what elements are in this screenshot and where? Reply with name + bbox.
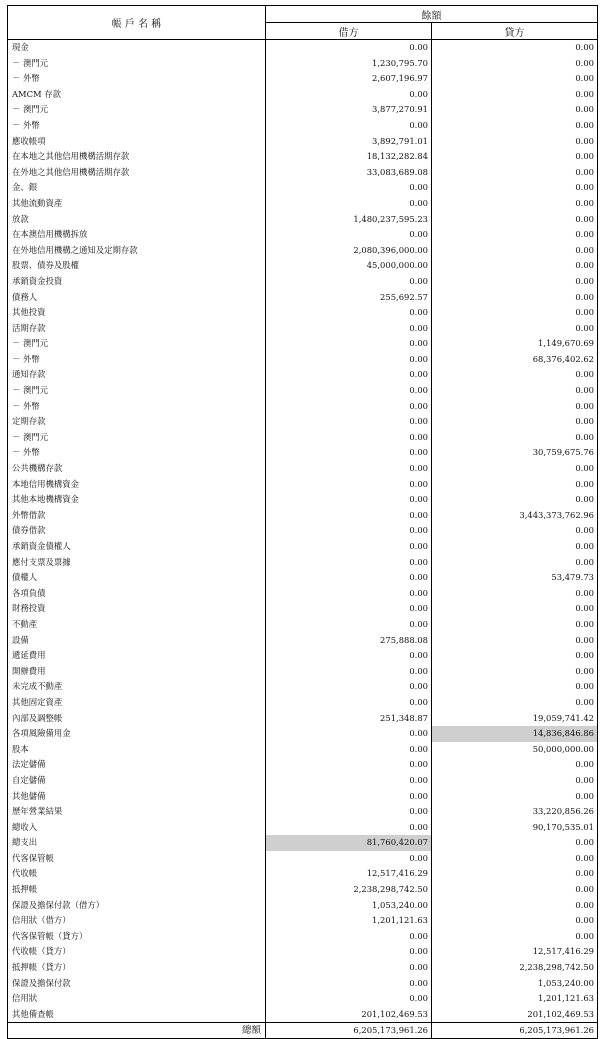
table-row bbox=[8, 648, 598, 664]
account-name: 股票、債券及股權 bbox=[8, 258, 266, 274]
account-name: － 外幣 bbox=[8, 71, 266, 87]
table-row bbox=[8, 898, 598, 914]
credit-value: 0.00 bbox=[432, 305, 598, 321]
debit-value: 2,607,196.97 bbox=[266, 71, 432, 87]
table-row bbox=[8, 913, 598, 929]
debit-value: 81,760,420.07 bbox=[266, 835, 432, 851]
debit-header: 借方 bbox=[266, 23, 432, 40]
account-name: 定期存款 bbox=[8, 414, 266, 430]
credit-value: 68,376,402.62 bbox=[432, 352, 598, 368]
debit-value: 18,132,282.84 bbox=[266, 149, 432, 165]
account-name: 財務投資 bbox=[8, 601, 266, 617]
credit-value: 0.00 bbox=[432, 789, 598, 805]
debit-value: 0.00 bbox=[266, 274, 432, 290]
credit-value: 0.00 bbox=[432, 523, 598, 539]
debit-value: 12,517,416.29 bbox=[266, 866, 432, 882]
account-name: 公共機構存款 bbox=[8, 461, 266, 477]
account-name-header: 帳 戶 名 稱 bbox=[8, 6, 266, 40]
table-row bbox=[8, 290, 598, 306]
account-name: 代收帳（貸方） bbox=[8, 944, 266, 960]
account-name: － 澳門元 bbox=[8, 102, 266, 118]
credit-value: 0.00 bbox=[432, 695, 598, 711]
credit-value: 0.00 bbox=[432, 383, 598, 399]
account-name: 抵押帳（貸方） bbox=[8, 960, 266, 976]
debit-value: 0.00 bbox=[266, 523, 432, 539]
table-row bbox=[8, 492, 598, 508]
table-row bbox=[8, 617, 598, 633]
account-name: 歷年營業結果 bbox=[8, 804, 266, 820]
table-row bbox=[8, 633, 598, 649]
table-row bbox=[8, 773, 598, 789]
credit-value: 14,836,846.86 bbox=[432, 726, 598, 742]
account-name: 債券借款 bbox=[8, 523, 266, 539]
balance-header: 餘額 bbox=[266, 6, 598, 23]
account-name: 代收帳 bbox=[8, 866, 266, 882]
table-row bbox=[8, 601, 598, 617]
account-name: 在本地之其他信用機構活期存款 bbox=[8, 149, 266, 165]
credit-value: 0.00 bbox=[432, 227, 598, 243]
table-row bbox=[8, 40, 598, 56]
credit-value: 1,149,670.69 bbox=[432, 336, 598, 352]
table-row bbox=[8, 757, 598, 773]
table-row bbox=[8, 134, 598, 150]
debit-value: 0.00 bbox=[266, 991, 432, 1007]
account-name: 本地信用機構資金 bbox=[8, 477, 266, 493]
credit-value: 0.00 bbox=[432, 414, 598, 430]
table-row bbox=[8, 212, 598, 228]
credit-value: 0.00 bbox=[432, 180, 598, 196]
debit-value: 0.00 bbox=[266, 461, 432, 477]
debit-value: 0.00 bbox=[266, 648, 432, 664]
credit-value: 0.00 bbox=[432, 679, 598, 695]
account-name: 代客保管帳（貸方） bbox=[8, 929, 266, 945]
credit-value: 0.00 bbox=[432, 586, 598, 602]
account-name: 保證及擔保付款 bbox=[8, 976, 266, 992]
debit-value: 0.00 bbox=[266, 40, 432, 56]
account-name: 信用狀 bbox=[8, 991, 266, 1007]
account-name: 在外地之其他信用機構活期存款 bbox=[8, 165, 266, 181]
debit-value: 0.00 bbox=[266, 492, 432, 508]
debit-value: 45,000,000.00 bbox=[266, 258, 432, 274]
credit-value: 33,220,856.26 bbox=[432, 804, 598, 820]
credit-value: 0.00 bbox=[432, 492, 598, 508]
table-row bbox=[8, 445, 598, 461]
credit-value: 0.00 bbox=[432, 134, 598, 150]
debit-value: 0.00 bbox=[266, 477, 432, 493]
account-name: － 澳門元 bbox=[8, 336, 266, 352]
credit-value: 0.00 bbox=[432, 882, 598, 898]
credit-value: 0.00 bbox=[432, 461, 598, 477]
credit-value: 0.00 bbox=[432, 757, 598, 773]
credit-value: 1,201,121.63 bbox=[432, 991, 598, 1007]
table-row bbox=[8, 944, 598, 960]
table-row bbox=[8, 71, 598, 87]
account-name: 設備 bbox=[8, 633, 266, 649]
debit-value: 0.00 bbox=[266, 789, 432, 805]
table-row bbox=[8, 929, 598, 945]
debit-value: 0.00 bbox=[266, 430, 432, 446]
table-row bbox=[8, 477, 598, 493]
credit-value: 0.00 bbox=[432, 866, 598, 882]
debit-value: 0.00 bbox=[266, 196, 432, 212]
credit-header: 貸方 bbox=[432, 23, 598, 40]
account-name: 外幣借款 bbox=[8, 508, 266, 524]
account-name: 通知存款 bbox=[8, 367, 266, 383]
account-name: 活期存款 bbox=[8, 321, 266, 337]
table-row bbox=[8, 851, 598, 867]
credit-value: 90,170,535.01 bbox=[432, 820, 598, 836]
table-row bbox=[8, 695, 598, 711]
account-name: 其他備查帳 bbox=[8, 1007, 266, 1023]
credit-value: 2,238,298,742.50 bbox=[432, 960, 598, 976]
credit-value: 0.00 bbox=[432, 851, 598, 867]
debit-value: 0.00 bbox=[266, 336, 432, 352]
account-name: 不動產 bbox=[8, 617, 266, 633]
table-row bbox=[8, 539, 598, 555]
credit-value: 0.00 bbox=[432, 71, 598, 87]
credit-value: 201,102,469.53 bbox=[432, 1007, 598, 1023]
debit-value: 0.00 bbox=[266, 820, 432, 836]
table-row bbox=[8, 555, 598, 571]
debit-value: 0.00 bbox=[266, 180, 432, 196]
credit-value: 1,053,240.00 bbox=[432, 976, 598, 992]
credit-value: 0.00 bbox=[432, 367, 598, 383]
table-row bbox=[8, 383, 598, 399]
credit-value: 0.00 bbox=[432, 87, 598, 103]
debit-value: 0.00 bbox=[266, 664, 432, 680]
credit-value: 0.00 bbox=[432, 633, 598, 649]
account-name: － 外幣 bbox=[8, 399, 266, 415]
debit-value: 0.00 bbox=[266, 742, 432, 758]
account-name: 承銷資金債權人 bbox=[8, 539, 266, 555]
debit-value: 0.00 bbox=[266, 87, 432, 103]
table-row bbox=[8, 243, 598, 259]
account-name: 總收入 bbox=[8, 820, 266, 836]
account-name: 現金 bbox=[8, 40, 266, 56]
table-row bbox=[8, 165, 598, 181]
account-name: 其他投資 bbox=[8, 305, 266, 321]
credit-value: 53,479.73 bbox=[432, 570, 598, 586]
debit-value: 3,877,270.91 bbox=[266, 102, 432, 118]
credit-value: 0.00 bbox=[432, 617, 598, 633]
debit-value: 0.00 bbox=[266, 118, 432, 134]
credit-value: 12,517,416.29 bbox=[432, 944, 598, 960]
table-row bbox=[8, 789, 598, 805]
account-name: 其他流動資產 bbox=[8, 196, 266, 212]
table-row bbox=[8, 711, 598, 727]
account-rows bbox=[8, 40, 598, 1023]
account-name: 遞延費用 bbox=[8, 648, 266, 664]
credit-value: 0.00 bbox=[432, 898, 598, 914]
credit-value: 0.00 bbox=[432, 477, 598, 493]
debit-value: 1,480,237,595.23 bbox=[266, 212, 432, 228]
table-row bbox=[8, 196, 598, 212]
table-row bbox=[8, 227, 598, 243]
total-row bbox=[8, 1023, 598, 1039]
debit-value: 0.00 bbox=[266, 586, 432, 602]
debit-value: 0.00 bbox=[266, 227, 432, 243]
table-header bbox=[8, 6, 598, 40]
credit-value: 0.00 bbox=[432, 430, 598, 446]
table-row bbox=[8, 882, 598, 898]
table-row bbox=[8, 118, 598, 134]
debit-value: 0.00 bbox=[266, 555, 432, 571]
table-row bbox=[8, 336, 598, 352]
debit-value: 0.00 bbox=[266, 570, 432, 586]
account-name: 金、銀 bbox=[8, 180, 266, 196]
debit-value: 0.00 bbox=[266, 726, 432, 742]
credit-value: 0.00 bbox=[432, 913, 598, 929]
account-name: 在本澳信用機構拆放 bbox=[8, 227, 266, 243]
credit-value: 0.00 bbox=[432, 165, 598, 181]
account-name: 債權人 bbox=[8, 570, 266, 586]
debit-value: 0.00 bbox=[266, 679, 432, 695]
debit-value: 0.00 bbox=[266, 976, 432, 992]
debit-value: 0.00 bbox=[266, 601, 432, 617]
table-row bbox=[8, 991, 598, 1007]
credit-value: 0.00 bbox=[432, 399, 598, 415]
table-row bbox=[8, 399, 598, 415]
table-row bbox=[8, 586, 598, 602]
debit-value: 0.00 bbox=[266, 321, 432, 337]
credit-value: 50,000,000.00 bbox=[432, 742, 598, 758]
table-row bbox=[8, 820, 598, 836]
account-name: － 澳門元 bbox=[8, 430, 266, 446]
credit-value: 0.00 bbox=[432, 102, 598, 118]
table-row bbox=[8, 87, 598, 103]
table-footer bbox=[8, 1023, 598, 1039]
table-row bbox=[8, 56, 598, 72]
credit-value: 0.00 bbox=[432, 929, 598, 945]
credit-value: 0.00 bbox=[432, 835, 598, 851]
debit-value: 1,053,240.00 bbox=[266, 898, 432, 914]
debit-value: 1,201,121.63 bbox=[266, 913, 432, 929]
debit-value: 255,692.57 bbox=[266, 290, 432, 306]
table-row bbox=[8, 305, 598, 321]
debit-value: 0.00 bbox=[266, 399, 432, 415]
account-name: 總支出 bbox=[8, 835, 266, 851]
debit-value: 1,230,795.70 bbox=[266, 56, 432, 72]
credit-value: 0.00 bbox=[432, 258, 598, 274]
table-row bbox=[8, 960, 598, 976]
debit-value: 0.00 bbox=[266, 617, 432, 633]
debit-value: 275,888.08 bbox=[266, 633, 432, 649]
credit-value: 0.00 bbox=[432, 555, 598, 571]
debit-value: 0.00 bbox=[266, 757, 432, 773]
account-name: － 澳門元 bbox=[8, 383, 266, 399]
credit-value: 0.00 bbox=[432, 539, 598, 555]
debit-value: 201,102,469.53 bbox=[266, 1007, 432, 1023]
account-name: － 外幣 bbox=[8, 445, 266, 461]
table-row bbox=[8, 102, 598, 118]
credit-value: 19,059,741.42 bbox=[432, 711, 598, 727]
trial-balance-table bbox=[7, 5, 598, 1039]
credit-value: 3,443,373,762.96 bbox=[432, 508, 598, 524]
credit-value: 0.00 bbox=[432, 274, 598, 290]
table-row bbox=[8, 804, 598, 820]
account-name: AMCM 存款 bbox=[8, 87, 266, 103]
table-row bbox=[8, 523, 598, 539]
table-row bbox=[8, 274, 598, 290]
credit-value: 0.00 bbox=[432, 290, 598, 306]
debit-value: 0.00 bbox=[266, 804, 432, 820]
account-name: 其他儲備 bbox=[8, 789, 266, 805]
credit-value: 0.00 bbox=[432, 196, 598, 212]
debit-value: 0.00 bbox=[266, 508, 432, 524]
credit-value: 0.00 bbox=[432, 40, 598, 56]
account-name: 承銷資金投資 bbox=[8, 274, 266, 290]
debit-value: 0.00 bbox=[266, 352, 432, 368]
debit-value: 2,080,396,000.00 bbox=[266, 243, 432, 259]
table-row bbox=[8, 367, 598, 383]
debit-value: 0.00 bbox=[266, 367, 432, 383]
credit-value: 0.00 bbox=[432, 773, 598, 789]
table-row bbox=[8, 976, 598, 992]
account-name: 各項負債 bbox=[8, 586, 266, 602]
credit-value: 0.00 bbox=[432, 118, 598, 134]
debit-value: 0.00 bbox=[266, 445, 432, 461]
account-name: 內部及調整帳 bbox=[8, 711, 266, 727]
debit-value: 0.00 bbox=[266, 851, 432, 867]
table-row bbox=[8, 726, 598, 742]
balance-sheet bbox=[7, 5, 597, 1039]
account-name: 應收帳項 bbox=[8, 134, 266, 150]
table-row bbox=[8, 352, 598, 368]
debit-value: 2,238,298,742.50 bbox=[266, 882, 432, 898]
account-name: 法定儲備 bbox=[8, 757, 266, 773]
debit-value: 0.00 bbox=[266, 695, 432, 711]
account-name: 股本 bbox=[8, 742, 266, 758]
account-name: 各項風險備用金 bbox=[8, 726, 266, 742]
table-row bbox=[8, 180, 598, 196]
credit-value: 0.00 bbox=[432, 648, 598, 664]
credit-value: 0.00 bbox=[432, 243, 598, 259]
account-name: － 外幣 bbox=[8, 352, 266, 368]
debit-value: 0.00 bbox=[266, 929, 432, 945]
table-row bbox=[8, 742, 598, 758]
debit-value: 0.00 bbox=[266, 383, 432, 399]
table-row bbox=[8, 508, 598, 524]
credit-value: 0.00 bbox=[432, 321, 598, 337]
debit-value: 0.00 bbox=[266, 414, 432, 430]
table-row bbox=[8, 866, 598, 882]
account-name: 代客保管帳 bbox=[8, 851, 266, 867]
credit-value: 0.00 bbox=[432, 212, 598, 228]
table-row bbox=[8, 321, 598, 337]
account-name: 在外地信用機構之通知及定期存款 bbox=[8, 243, 266, 259]
credit-value: 0.00 bbox=[432, 149, 598, 165]
debit-value: 0.00 bbox=[266, 773, 432, 789]
table-row bbox=[8, 258, 598, 274]
credit-value: 30,759,675.76 bbox=[432, 445, 598, 461]
table-row bbox=[8, 679, 598, 695]
table-row bbox=[8, 835, 598, 851]
table-row bbox=[8, 461, 598, 477]
account-name: 抵押帳 bbox=[8, 882, 266, 898]
table-row bbox=[8, 664, 598, 680]
account-name: 其他本地機構資金 bbox=[8, 492, 266, 508]
account-name: 開辦費用 bbox=[8, 664, 266, 680]
account-name: 債務人 bbox=[8, 290, 266, 306]
debit-value: 0.00 bbox=[266, 539, 432, 555]
total-credit: 6,205,173,961.26 bbox=[432, 1023, 598, 1039]
account-name: － 外幣 bbox=[8, 118, 266, 134]
debit-value: 0.00 bbox=[266, 960, 432, 976]
debit-value: 3,892,791.01 bbox=[266, 134, 432, 150]
account-name: 信用狀（借方） bbox=[8, 913, 266, 929]
account-name: 自定儲備 bbox=[8, 773, 266, 789]
account-name: 放款 bbox=[8, 212, 266, 228]
account-name: － 澳門元 bbox=[8, 56, 266, 72]
debit-value: 0.00 bbox=[266, 305, 432, 321]
credit-value: 0.00 bbox=[432, 56, 598, 72]
debit-value: 33,083,689.08 bbox=[266, 165, 432, 181]
table-row bbox=[8, 1007, 598, 1023]
debit-value: 0.00 bbox=[266, 944, 432, 960]
total-debit: 6,205,173,961.26 bbox=[266, 1023, 432, 1039]
table-row bbox=[8, 570, 598, 586]
table-row bbox=[8, 149, 598, 165]
account-name: 其他固定資產 bbox=[8, 695, 266, 711]
credit-value: 0.00 bbox=[432, 664, 598, 680]
table-row bbox=[8, 414, 598, 430]
account-name: 應付支票及票據 bbox=[8, 555, 266, 571]
table-row bbox=[8, 430, 598, 446]
account-name: 未完成不動產 bbox=[8, 679, 266, 695]
total-label: 總額 bbox=[8, 1023, 266, 1039]
debit-value: 251,348.87 bbox=[266, 711, 432, 727]
credit-value: 0.00 bbox=[432, 601, 598, 617]
account-name: 保證及擔保付款（借方） bbox=[8, 898, 266, 914]
